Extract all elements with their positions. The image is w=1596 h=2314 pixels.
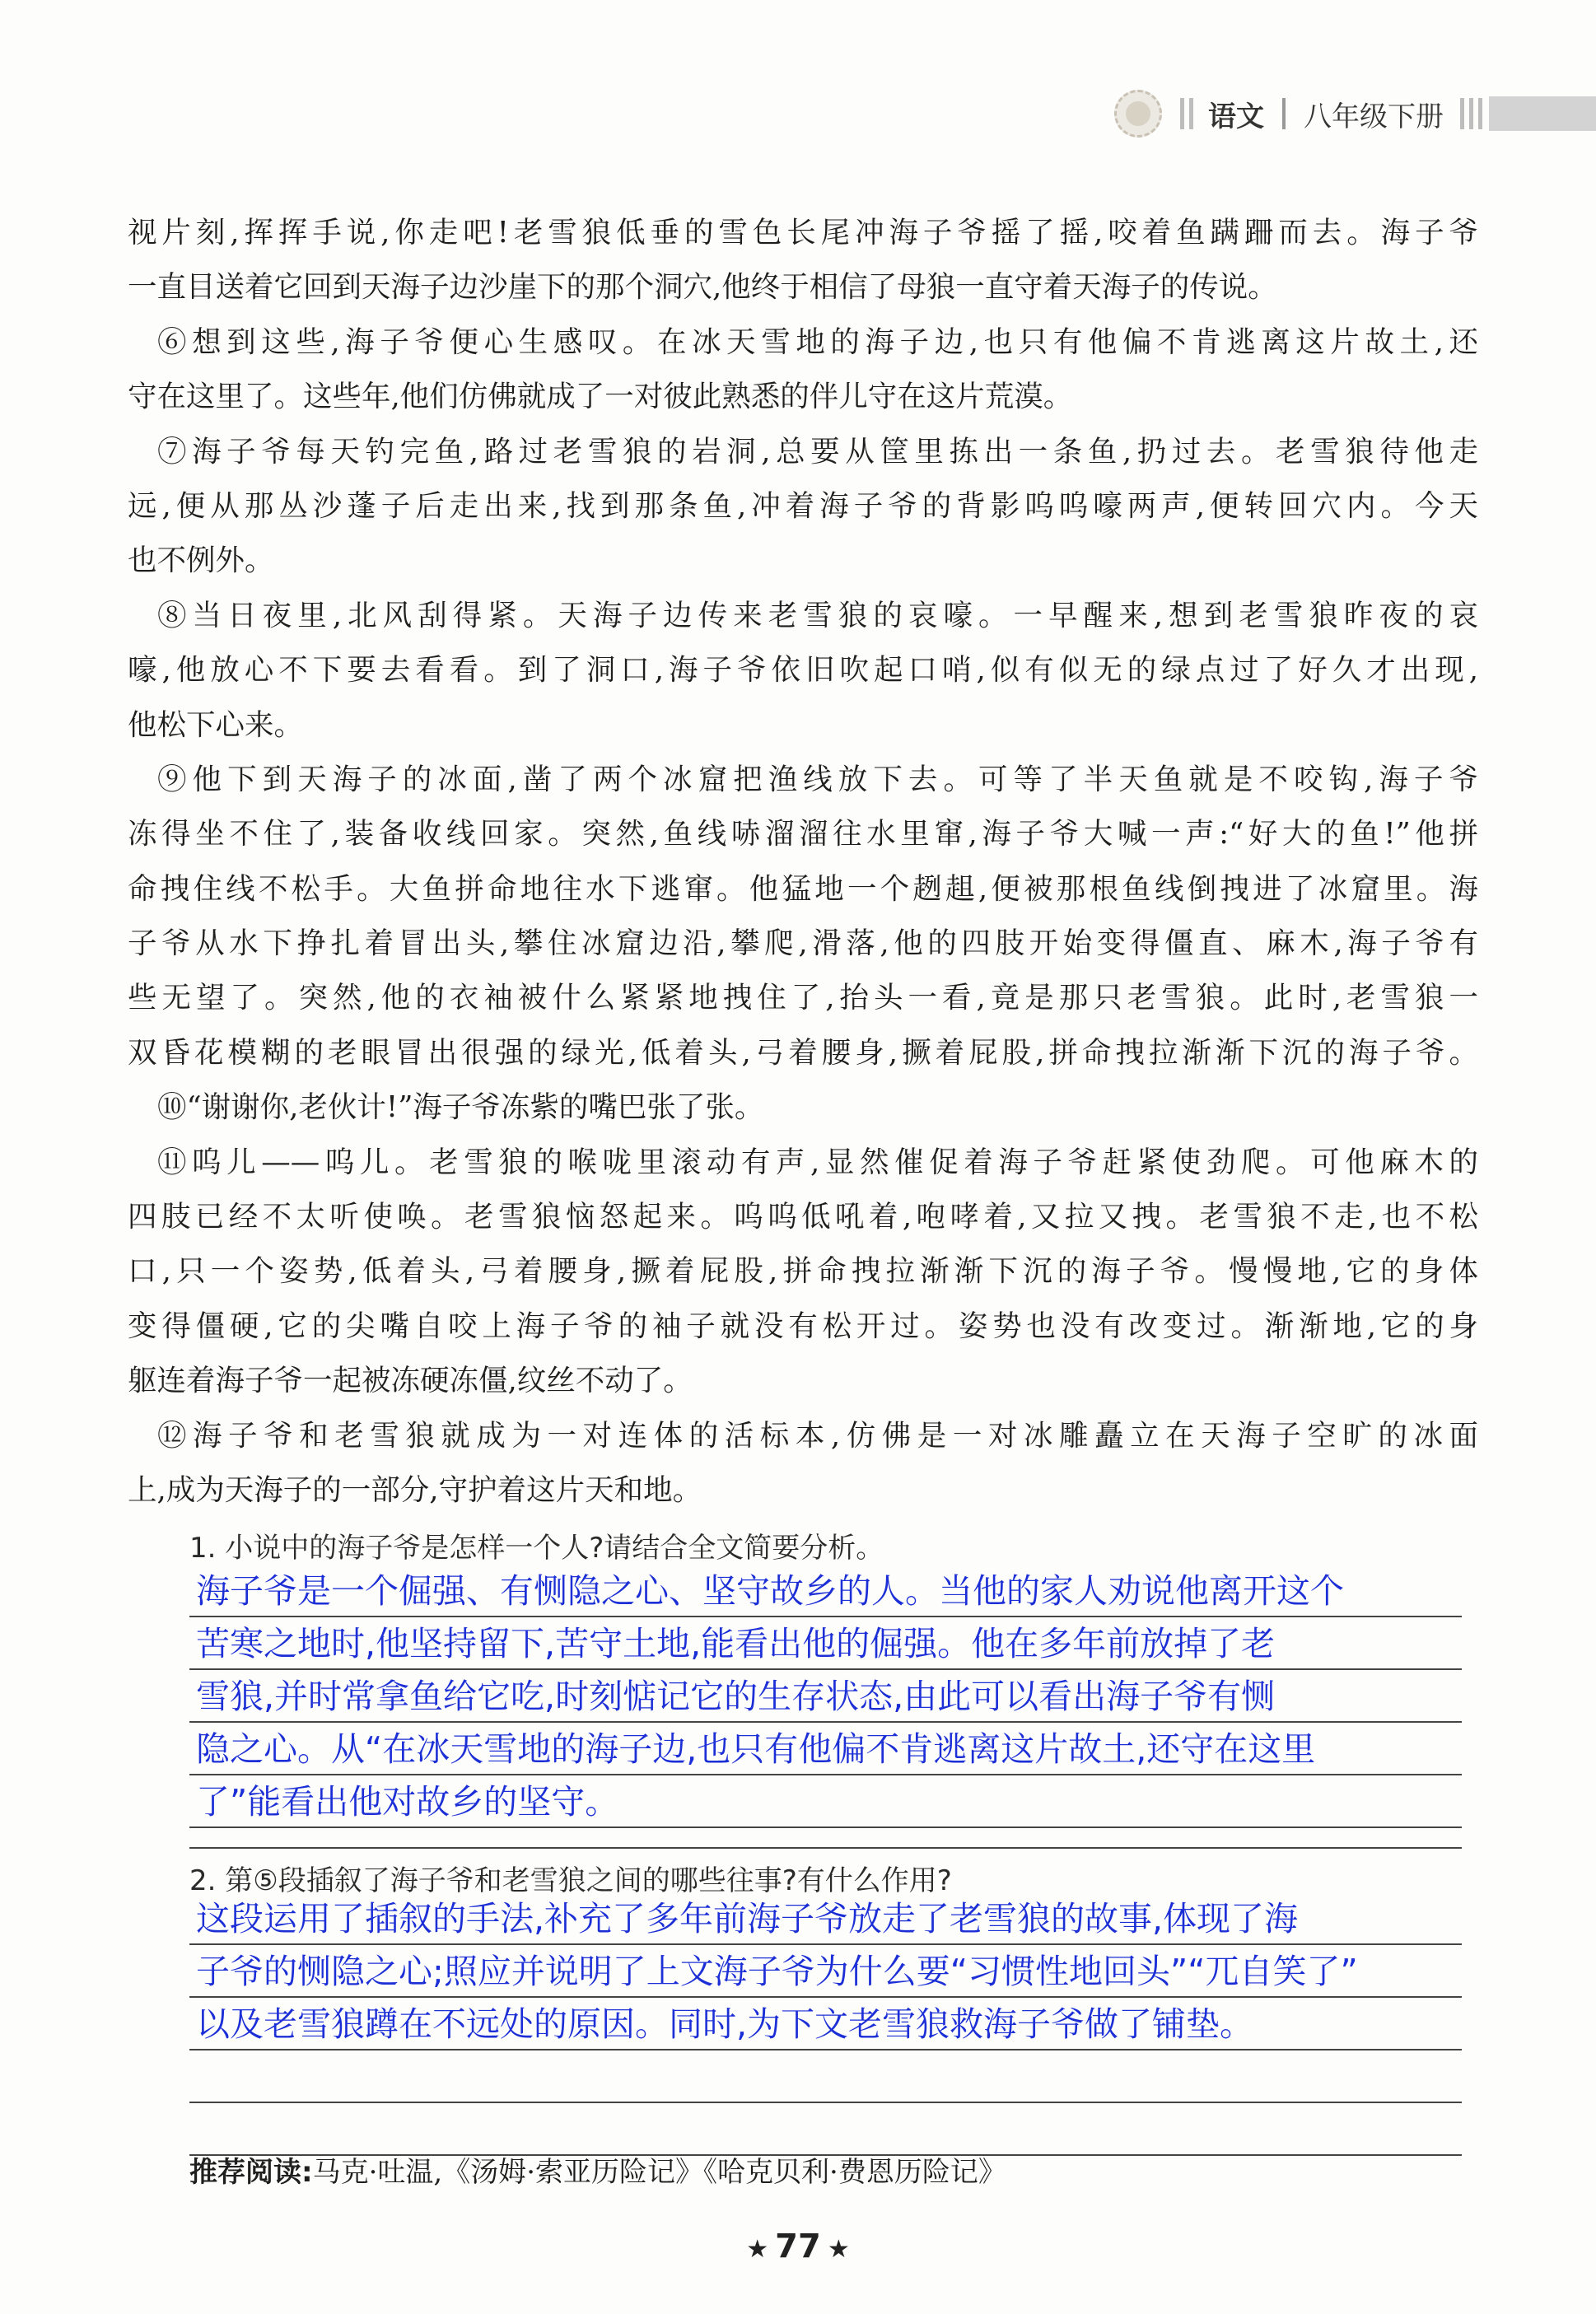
passage-line: ⑩“谢谢你,老伙计!”海子爷冻紫的嘴巴张了张。 bbox=[157, 1090, 764, 1125]
passage-line: 口,只一个姿势,低着头,弓着腰身,撅着屁股,拼命拽拉渐渐下沉的海子爷。慢慢地,它的身体 bbox=[128, 1254, 1478, 1289]
passage-line: ⑪呜儿——呜儿。老雪狼的喉咙里滚动有声,显然催促着海子爷赶紧使劲爬。可他麻木的 bbox=[157, 1145, 1478, 1179]
passage-line: 命拽住线不松手。大鱼拼命地往水下逃窜。他猛地一个趔趄,便被那根鱼线倒拽进了冰窟里。海 bbox=[128, 871, 1478, 906]
passage-line: ⑧当日夜里,北风刮得紧。天海子边传来老雪狼的哀嚎。一早醒来,想到老雪狼昨夜的哀 bbox=[157, 598, 1478, 632]
passage-line: ⑫海子爷和老雪狼就成为一对连体的活标本,仿佛是一对冰雕矗立在天海子空旷的冰面 bbox=[157, 1418, 1478, 1453]
passage-line: 远,便从那丛沙蓬子后走出来,找到那条鱼,冲着海子爷的背影呜呜嚎两声,便转回穴内。今天 bbox=[128, 488, 1478, 523]
answer-line: 子爷的恻隐之心;照应并说明了上文海子爷为什么要“习惯性地回头”“兀自笑了” bbox=[189, 1945, 1462, 1998]
passage bbox=[128, 206, 1478, 1518]
answer-line: 以及老雪狼蹲在不远处的原因。同时,为下文老雪狼救海子爷做了铺垫。 bbox=[189, 1998, 1462, 2050]
page-number-value: 77 bbox=[775, 2228, 821, 2265]
page-number bbox=[0, 2228, 1596, 2265]
star-icon: ★ bbox=[827, 2235, 850, 2264]
passage-line: 躯连着海子爷一起被冻硬冻僵,纹丝不动了。 bbox=[128, 1364, 693, 1398]
passage-line: 上,成为天海子的一部分,守护着这片天和地。 bbox=[128, 1472, 702, 1507]
question-2-answer bbox=[189, 1892, 1462, 2156]
answer-line bbox=[189, 2050, 1462, 2103]
passage-line: 四肢已经不太听使唤。老雪狼恼怒起来。呜呜低吼着,咆哮着,又拉又拽。老雪狼不走,也不松 bbox=[128, 1200, 1478, 1234]
passage-line: 守在这里了。这些年,他们仿佛就成了一对彼此熟悉的伴儿守在这片荒漠。 bbox=[128, 380, 1073, 414]
passage-line: 嚎,他放心不下要去看看。到了洞口,海子爷依旧吹起口哨,似有似无的绿点过了好久才出现, bbox=[128, 653, 1478, 688]
answer-line bbox=[189, 2103, 1462, 2156]
answer-line: 苦寒之地时,他坚持留下,苦守土地,能看出他的倔强。他在多年前放掉了老 bbox=[189, 1617, 1462, 1670]
passage-line: 些无望了。突然,他的衣袖被什么紧紧地拽住了,抬头一看,竟是那只老雪狼。此时,老雪狼一 bbox=[128, 981, 1478, 1015]
header-divider-bars bbox=[1180, 98, 1193, 129]
question-1-prompt: 1. 小说中的海子爷是怎样一个人?请结合全文简要分析。 bbox=[189, 1532, 884, 1565]
answer-line: 雪狼,并时常拿鱼给它吃,时刻惦记它的生存状态,由此可以看出海子爷有恻 bbox=[189, 1670, 1462, 1723]
passage-line: ⑦海子爷每天钓完鱼,路过老雪狼的岩洞,总要从筐里拣出一条鱼,扔过去。老雪狼待他走 bbox=[157, 434, 1478, 469]
header-separator bbox=[1282, 98, 1286, 129]
question-2-prompt: 2. 第⑤段插叙了海子爷和老雪狼之间的哪些往事?有什么作用? bbox=[189, 1864, 952, 1897]
question-1-answer bbox=[189, 1565, 1462, 1849]
page-header bbox=[1114, 89, 1596, 138]
sun-icon bbox=[1114, 90, 1162, 138]
answer-line: 隐之心。从“在冰天雪地的海子边,也只有他偏不肯逃离这片故土,还守在这里 bbox=[189, 1723, 1462, 1775]
answer-line bbox=[189, 1828, 1462, 1849]
answer-line: 这段运用了插叙的手法,补充了多年前海子爷放走了老雪狼的故事,体现了海 bbox=[189, 1892, 1462, 1945]
answer-line: 了”能看出他对故乡的坚守。 bbox=[189, 1775, 1462, 1828]
recommended-reading bbox=[189, 2149, 1006, 2190]
passage-line: ⑨他下到天海子的冰面,凿了两个冰窟把渔线放下去。可等了半天鱼就是不咬钩,海子爷 bbox=[157, 762, 1478, 796]
passage-line: 他松下心来。 bbox=[128, 707, 304, 742]
header-block bbox=[1489, 96, 1596, 131]
passage-line: 变得僵硬,它的尖嘴自咬上海子爷的袖子就没有松开过。姿势也没有改变过。渐渐地,它的身 bbox=[128, 1309, 1478, 1343]
header-subject: 语文 bbox=[1208, 100, 1264, 133]
recommend-label: 推荐阅读: bbox=[189, 2156, 313, 2189]
passage-line: 子爷从水下挣扎着冒出头,攀住冰窟边沿,攀爬,滑落,他的四肢开始变得僵直、麻木,海子爷有 bbox=[128, 926, 1478, 961]
header-tail-bars bbox=[1460, 98, 1482, 129]
passage-line: 也不例外。 bbox=[128, 544, 274, 578]
passage-line: 视片刻,挥挥手说,你走吧!老雪狼低垂的雪色长尾冲海子爷摇了摇,咬着鱼蹒跚而去。海子爷 bbox=[128, 216, 1478, 250]
passage-line: ⑥想到这些,海子爷便心生感叹。在冰天雪地的海子边,也只有他偏不肯逃离这片故土,还 bbox=[157, 324, 1478, 359]
header-grade: 八年级下册 bbox=[1304, 100, 1444, 133]
star-icon: ★ bbox=[746, 2235, 769, 2264]
recommend-text: 马克·吐温,《汤姆·索亚历险记》《哈克贝利·费恩历险记》 bbox=[312, 2156, 1006, 2189]
passage-line: 一直目送着它回到天海子边沙崖下的那个洞穴,他终于相信了母狼一直守着天海子的传说。 bbox=[128, 270, 1277, 305]
passage-line: 双昏花模糊的老眼冒出很强的绿光,低着头,弓着腰身,撅着屁股,拼命拽拉渐渐下沉的海子爷。 bbox=[128, 1035, 1478, 1070]
passage-line: 冻得坐不住了,装备收线回家。突然,鱼线哧溜溜往水里窜,海子爷大喊一声:“好大的鱼!”他拼 bbox=[128, 817, 1478, 851]
answer-line: 海子爷是一个倔强、有恻隐之心、坚守故乡的人。当他的家人劝说他离开这个 bbox=[189, 1565, 1462, 1617]
